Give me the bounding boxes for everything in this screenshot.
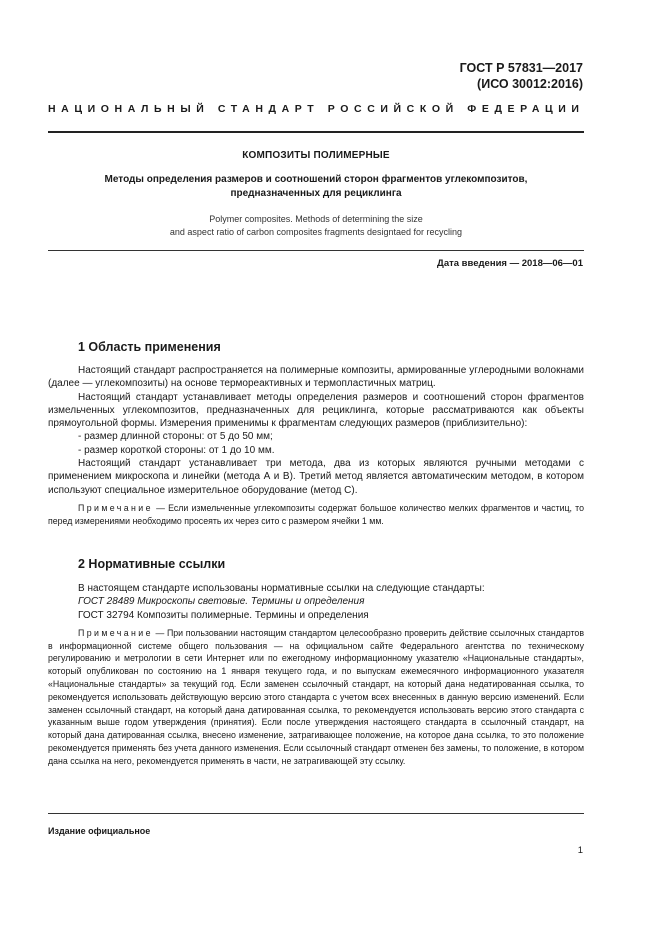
- note-text: — При пользовании настоящим стандартом целесообразно проверить действие ссылочных стандартов в информационной системе общего пользования — на официальном сайте Федерального агентства по техническому регулированию и метрологии в сети Интернет или по ежегодному информационному указателю «Национальные стандарты», который опубликован по состоянию на 1 января текущего года, и по выпускам ежемесячного информационного указателя «Национальные стандарты» за текущий год. Если заменен ссылочный стандарт, на который дана недатированная ссылка, то рекомендуется использовать действующую версию этого стандарта с учетом всех внесенных в данную версию изменений. Если заменен ссылочный стандарт, на который дана датированная ссылка, то рекомендуется использовать версию этого стандарта с указанным выше годом утверждения (принятия). Если после утверждения настоящего стандарта в ссылочный стандарт, на который дана датированная ссылка, внесено изменение, затрагивающее положение, на которое дана ссылка, то это положение рекомендуется применять без учета данного изменения. Если ссылочный стандарт отменен без замены, то положение, в котором дана ссылка на него, рекомендуется применять в части, не затрагивающей эту ссылку.: [48, 627, 584, 766]
- section-2-body: [48, 582, 584, 768]
- subtitle-line-2: предназначенных для рециклинга: [230, 188, 402, 199]
- english-title: [48, 213, 584, 239]
- title-divider: [48, 250, 584, 251]
- section-2-heading: 2 Нормативные ссылки: [78, 557, 226, 571]
- reference-item: ГОСТ 32794 Композиты полимерные. Термины и определения: [78, 609, 369, 621]
- section-1-paragraph-2: Настоящий стандарт устанавливает методы определения размеров и соотношений сторон фрагментов измельченных углекомпозитов, предназначенных для рециклинга, которые рассматриваются как объекты прямоугольной формы. Измерения применимы к фрагментам следующих размеров (приблизительно):: [48, 391, 584, 430]
- section-1-heading: 1 Область применения: [78, 340, 221, 354]
- subtitle-line-1: Методы определения размеров и соотношений сторон фрагментов углекомпозитов,: [104, 174, 528, 185]
- section-1-note: [48, 502, 584, 528]
- document-title: КОМПОЗИТЫ ПОЛИМЕРНЫЕ: [242, 150, 390, 161]
- footer-divider: [48, 813, 584, 814]
- section-2-paragraph-1: В настоящем стандарте использованы нормативные ссылки на следующие стандарты:: [78, 583, 485, 594]
- header-divider: [48, 131, 584, 133]
- list-item: - размер длинной стороны: от 5 до 50 мм;: [78, 431, 273, 443]
- note-label: Примечание: [78, 502, 153, 513]
- reference-item: ГОСТ 28489 Микроскопы световые. Термины и определения: [78, 596, 365, 608]
- note-text: — Если измельченные углекомпозиты содержат большое количество мелких фрагментов и частиц, то перед измерениями необходимо просеять их через сито с размером ячейки 1 мм.: [48, 502, 584, 526]
- official-edition-label: Издание официальное: [48, 826, 151, 836]
- national-standard-title: НАЦИОНАЛЬНЫЙ СТАНДАРТ РОССИЙСКОЙ ФЕДЕРАЦИИ: [48, 103, 585, 115]
- iso-number: (ИСО 30012:2016): [477, 77, 583, 91]
- introduction-date: Дата введения — 2018—06—01: [437, 258, 583, 269]
- section-1-paragraph-3: Настоящий стандарт устанавливает три метода, два из которых являются ручными методами с применением микроскопа и линейки (метода А и В). Третий метод является автоматическим методом, в котором используют специальное измерительное оборудование (метод С).: [48, 458, 584, 496]
- standard-number-block: [460, 60, 583, 92]
- section-1-paragraph-1: Настоящий стандарт распространяется на полимерные композиты, армированные углеродными волокнами (далее — углекомпозиты) на основе термореактивных и термопластичных матриц.: [48, 365, 584, 390]
- standard-number: ГОСТ Р 57831—2017: [459, 61, 583, 75]
- section-1-body: [48, 364, 584, 528]
- document-subtitle: [48, 173, 584, 201]
- english-title-line-2: and aspect ratio of carbon composites fragments designtaed for recycling: [169, 227, 463, 237]
- page-number: 1: [577, 845, 583, 856]
- list-item: - размер короткой стороны: от 1 до 10 мм.: [78, 444, 275, 456]
- note-label: Примечание: [78, 627, 153, 638]
- english-title-line-1: Polymer composites. Methods of determining the size: [209, 214, 423, 224]
- section-2-note: [48, 627, 584, 768]
